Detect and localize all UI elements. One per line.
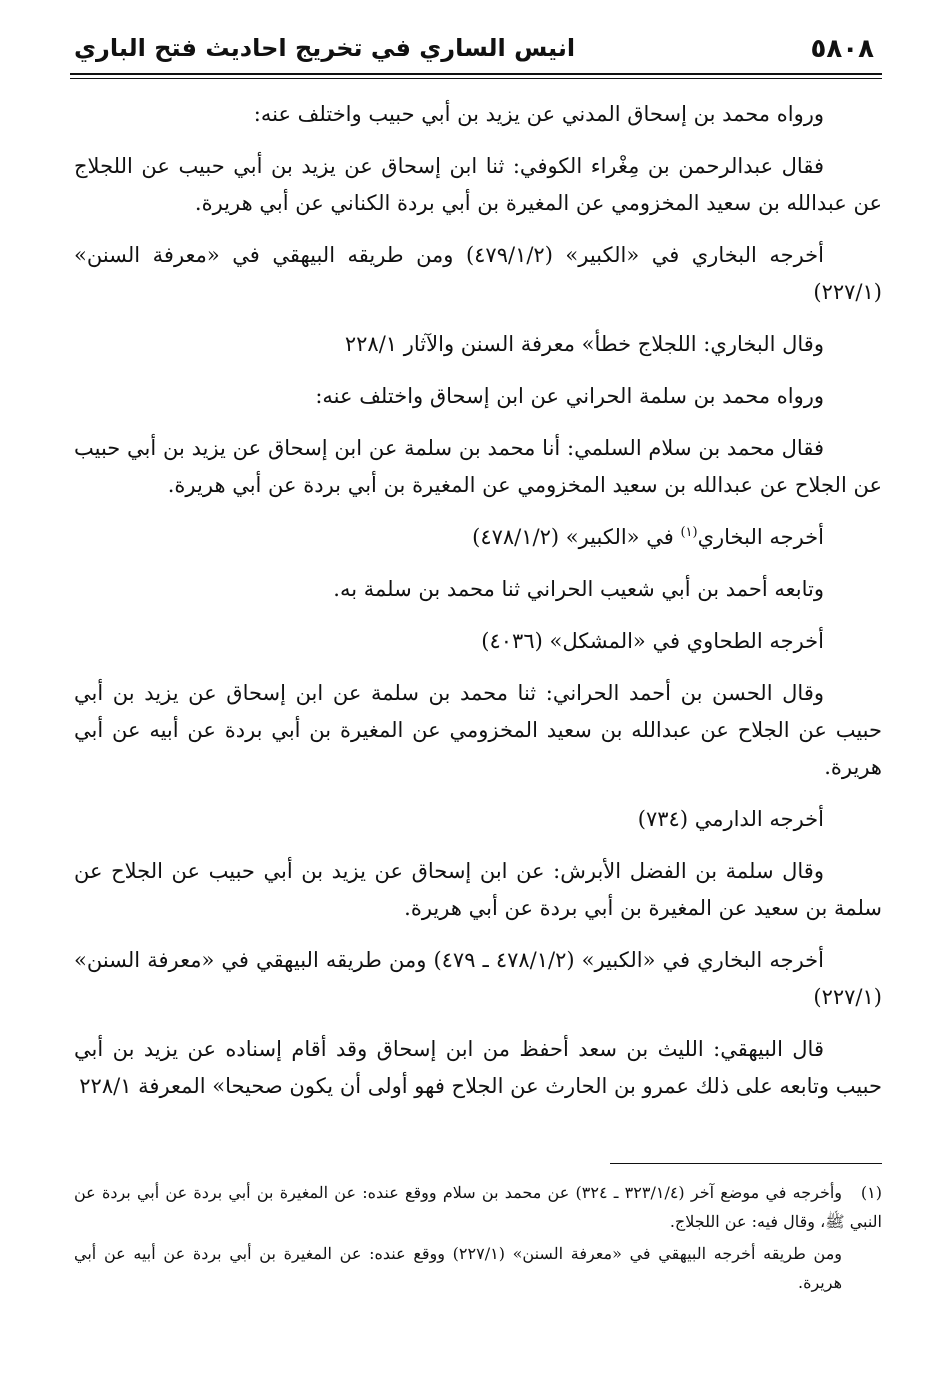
paragraph: أخرجه البخاري في «الكبير» (٤٧٩/١/٢) ومن طريقه البيهقي في «معرفة السنن» (٢٢٧/١) <box>74 243 882 304</box>
footnote-separator <box>610 1163 882 1164</box>
paragraph: قال البيهقي: الليث بن سعد أحفظ من ابن إسحاق وقد أقام إسناده عن يزيد بن أبي حبيب وتابعه على ذلك عمرو بن الحارث عن الجلاح فهو أولى أن يكون صحيحا» المعرفة ٢٢٨/١ <box>74 1037 882 1098</box>
paragraph: ورواه محمد بن إسحاق المدني عن يزيد بن أبي حبيب واختلف عنه: <box>253 102 824 126</box>
paragraph-text: في «الكبير» (٤٧٨/١/٢) <box>472 525 681 549</box>
paragraph: فقال عبدالرحمن بن مِغْراء الكوفي: ثنا ابن إسحاق عن يزيد بن أبي حبيب عن اللجلاج عن عبدالله بن سعيد المخزومي عن المغيرة بن أبي بردة الكناني عن أبي هريرة. <box>74 154 882 215</box>
paragraph-text: أخرجه البخاري <box>697 525 824 549</box>
footnote-mark: (١) <box>860 1183 883 1202</box>
footnotes <box>74 1178 882 1300</box>
paragraph: وقال البخاري: اللجلاج خطأ» معرفة السنن والآثار ٢٢٨/١ <box>344 332 824 356</box>
paragraph: وتابعه أحمد بن أبي شعيب الحراني ثنا محمد بن سلمة به. <box>333 577 824 601</box>
page-number: ٥٨٠٨ <box>810 34 874 64</box>
page-header <box>70 30 880 70</box>
paragraph: وقال سلمة بن الفضل الأبرش: عن ابن إسحاق عن يزيد بن أبي حبيب عن الجلاح عن سلمة بن سعيد عن المغيرة بن أبي بردة عن أبي هريرة. <box>74 859 882 920</box>
footnote-reference[interactable]: (١) <box>680 525 698 540</box>
paragraph: أخرجه الدارمي (٧٣٤) <box>637 807 824 831</box>
paragraph: أخرجه البخاري في «الكبير» (٤٧٨/١/٢ ـ ٤٧٩) ومن طريقه البيهقي في «معرفة السنن» (٢٢٧/١) <box>74 948 882 1009</box>
main-text <box>74 96 882 1120</box>
running-title: انيس الساري في تخريج احاديث فتح الباري <box>74 34 576 62</box>
paragraph: ورواه محمد بن سلمة الحراني عن ابن إسحاق واختلف عنه: <box>315 384 824 408</box>
footnote-1 <box>74 1178 882 1236</box>
paragraph: أخرجه الطحاوي في «المشكل» (٤٠٣٦) <box>481 629 824 653</box>
footnote-text: وأخرجه في موضع آخر (٣٢٣/١/٤ ـ ٣٢٤) عن محمد بن سلام ووقع عنده: عن المغيرة بن أبي بردة عن أبي بردة عن النبي ﷺ، وقال فيه: عن اللجلاج. <box>74 1183 882 1231</box>
paragraph: وقال الحسن بن أحمد الحراني: ثنا محمد بن سلمة عن ابن إسحاق عن يزيد بن أبي حبيب عن الجلاح عن عبدالله بن سعيد المخزومي عن المغيرة بن أبي بردة عن أبيه عن أبي هريرة. <box>74 681 882 779</box>
footnote-1-continuation: ومن طريقه أخرجه البيهقي في «معرفة السنن» (٢٢٧/١) ووقع عنده: عن المغيرة بن أبي بردة عن أبيه عن أبي هريرة. <box>74 1244 842 1292</box>
paragraph: فقال محمد بن سلام السلمي: أنا محمد بن سلمة عن ابن إسحاق عن يزيد بن أبي حبيب عن الجلاح عن عبدالله بن سعيد المخزومي عن المغيرة بن أبي بردة عن أبي هريرة. <box>74 436 882 497</box>
header-rule-thin <box>70 78 882 79</box>
paragraph-with-footnote <box>74 519 882 556</box>
header-rule <box>70 73 882 75</box>
